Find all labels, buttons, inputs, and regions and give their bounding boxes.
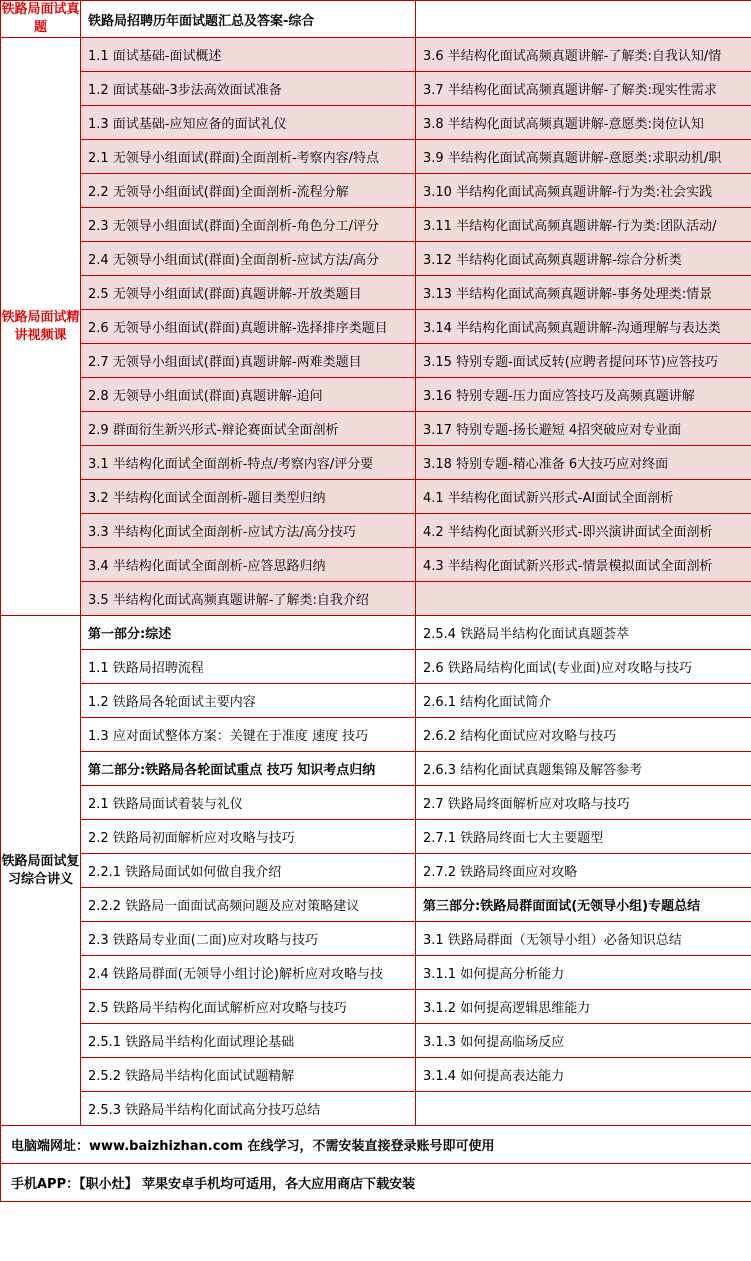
video-row [1, 548, 751, 582]
header-row [1, 1, 751, 38]
list-item: 3.10 半结构化面试高频真题讲解-行为类:社会实践 [416, 174, 751, 208]
list-item: 4.1 半结构化面试新兴形式-AI面试全面剖析 [416, 480, 751, 514]
list-item: 2.2 无领导小组面试(群面)全面剖析-流程分解 [81, 174, 416, 208]
list-item: 2.2.2 铁路局一面面试高频问题及应对策略建议 [81, 888, 416, 922]
list-item: 2.9 群面衍生新兴形式-辩论赛面试全面剖析 [81, 412, 416, 446]
list-item: 1.1 铁路局招聘流程 [81, 650, 416, 684]
video-row [1, 140, 751, 174]
notes-row [1, 718, 751, 752]
list-item: 2.2 铁路局初面解析应对攻略与技巧 [81, 820, 416, 854]
notes-row [1, 1092, 751, 1126]
list-item: 1.3 应对面试整体方案：关键在于准度 速度 技巧 [81, 718, 416, 752]
empty-cell [416, 582, 751, 616]
list-item: 第二部分:铁路局各轮面试重点 技巧 知识考点归纳 [81, 752, 416, 786]
page-title: 铁路局招聘历年面试题汇总及答案-综合 [81, 1, 416, 38]
list-item: 2.3 铁路局专业面(二面)应对攻略与技巧 [81, 922, 416, 956]
list-item: 2.4 无领导小组面试(群面)全面剖析-应试方法/高分 [81, 242, 416, 276]
list-item: 2.7.1 铁路局终面七大主要题型 [416, 820, 751, 854]
video-row [1, 344, 751, 378]
video-row [1, 106, 751, 140]
list-item: 1.3 面试基础-应知应备的面试礼仪 [81, 106, 416, 140]
video-row [1, 242, 751, 276]
video-row [1, 276, 751, 310]
notes-row [1, 1058, 751, 1092]
footer-website-row [1, 1126, 751, 1164]
list-item: 3.1 铁路局群面（无领导小组）必备知识总结 [416, 922, 751, 956]
list-item: 3.6 半结构化面试高频真题讲解-了解类:自我认知/情 [416, 38, 751, 72]
list-item: 3.13 半结构化面试高频真题讲解-事务处理类:情景 [416, 276, 751, 310]
list-item: 第一部分:综述 [81, 616, 416, 650]
video-row [1, 446, 751, 480]
video-row [1, 480, 751, 514]
video-row [1, 514, 751, 548]
notes-row [1, 1024, 751, 1058]
list-item: 3.9 半结构化面试高频真题讲解-意愿类:求职动机/职 [416, 140, 751, 174]
list-item: 3.1.3 如何提高临场反应 [416, 1024, 751, 1058]
list-item: 2.5.3 铁路局半结构化面试高分技巧总结 [81, 1092, 416, 1126]
list-item: 1.2 铁路局各轮面试主要内容 [81, 684, 416, 718]
list-item: 2.1 无领导小组面试(群面)全面剖析-考察内容/特点 [81, 140, 416, 174]
list-item: 3.17 特别专题-扬长避短 4招突破应对专业面 [416, 412, 751, 446]
list-item: 2.6 铁路局结构化面试(专业面)应对攻略与技巧 [416, 650, 751, 684]
footer-website: 电脑端网址：www.baizhizhan.com 在线学习，不需安装直接登录账号即可使用 [1, 1126, 751, 1164]
empty-cell [416, 1092, 751, 1126]
notes-row [1, 616, 751, 650]
list-item: 2.7.2 铁路局终面应对攻略 [416, 854, 751, 888]
list-item: 2.1 铁路局面试着装与礼仪 [81, 786, 416, 820]
notes-row [1, 888, 751, 922]
list-item: 1.1 面试基础-面试概述 [81, 38, 416, 72]
list-item: 2.5.1 铁路局半结构化面试理论基础 [81, 1024, 416, 1058]
list-item: 3.18 特别专题-精心准备 6大技巧应对终面 [416, 446, 751, 480]
list-item: 2.5.4 铁路局半结构化面试真题荟萃 [416, 616, 751, 650]
video-row [1, 208, 751, 242]
list-item: 3.14 半结构化面试高频真题讲解-沟通理解与表达类 [416, 310, 751, 344]
list-item: 2.7 无领导小组面试(群面)真题讲解-两难类题目 [81, 344, 416, 378]
section-label-real-questions: 铁路局面试真题 [1, 1, 81, 38]
list-item: 1.2 面试基础-3步法高效面试准备 [81, 72, 416, 106]
list-item: 4.3 半结构化面试新兴形式-情景模拟面试全面剖析 [416, 548, 751, 582]
list-item: 3.1 半结构化面试全面剖析-特点/考察内容/评分要 [81, 446, 416, 480]
section-label-notes: 铁路局面试复习综合讲义 [1, 616, 81, 1126]
notes-row [1, 752, 751, 786]
list-item: 3.1.4 如何提高表达能力 [416, 1058, 751, 1092]
notes-row [1, 786, 751, 820]
notes-row [1, 684, 751, 718]
notes-row [1, 650, 751, 684]
list-item: 2.5 铁路局半结构化面试解析应对攻略与技巧 [81, 990, 416, 1024]
video-row [1, 38, 751, 72]
list-item: 3.2 半结构化面试全面剖析-题目类型归纳 [81, 480, 416, 514]
list-item: 2.6.1 结构化面试简介 [416, 684, 751, 718]
list-item: 3.8 半结构化面试高频真题讲解-意愿类:岗位认知 [416, 106, 751, 140]
video-row [1, 582, 751, 616]
list-item: 2.3 无领导小组面试(群面)全面剖析-角色分工/评分 [81, 208, 416, 242]
list-item: 3.1.2 如何提高逻辑思维能力 [416, 990, 751, 1024]
list-item: 3.15 特别专题-面试反转(应聘者提问环节)应答技巧 [416, 344, 751, 378]
list-item: 3.5 半结构化面试高频真题讲解-了解类:自我介绍 [81, 582, 416, 616]
notes-row [1, 820, 751, 854]
list-item: 2.6 无领导小组面试(群面)真题讲解-选择排序类题目 [81, 310, 416, 344]
list-item: 4.2 半结构化面试新兴形式-即兴演讲面试全面剖析 [416, 514, 751, 548]
empty-cell [416, 1, 751, 38]
video-row [1, 412, 751, 446]
list-item: 3.1.1 如何提高分析能力 [416, 956, 751, 990]
list-item: 2.5.2 铁路局半结构化面试试题精解 [81, 1058, 416, 1092]
list-item: 3.16 特别专题-压力面应答技巧及高频真题讲解 [416, 378, 751, 412]
notes-row [1, 990, 751, 1024]
list-item: 3.11 半结构化面试高频真题讲解-行为类:团队活动/ [416, 208, 751, 242]
notes-row [1, 854, 751, 888]
video-row [1, 174, 751, 208]
list-item: 2.6.2 结构化面试应对攻略与技巧 [416, 718, 751, 752]
list-item: 2.7 铁路局终面解析应对攻略与技巧 [416, 786, 751, 820]
list-item: 2.4 铁路局群面(无领导小组讨论)解析应对攻略与技 [81, 956, 416, 990]
section-label-video: 铁路局面试精讲视频课 [1, 38, 81, 616]
list-item: 3.7 半结构化面试高频真题讲解-了解类:现实性需求 [416, 72, 751, 106]
list-item: 2.8 无领导小组面试(群面)真题讲解-追问 [81, 378, 416, 412]
list-item: 2.6.3 结构化面试真题集锦及解答参考 [416, 752, 751, 786]
footer-app: 手机APP：【职小灶】 苹果安卓手机均可适用，各大应用商店下载安装 [1, 1164, 751, 1202]
list-item: 2.5 无领导小组面试(群面)真题讲解-开放类题目 [81, 276, 416, 310]
list-item: 3.4 半结构化面试全面剖析-应答思路归纳 [81, 548, 416, 582]
video-row [1, 72, 751, 106]
list-item: 2.2.1 铁路局面试如何做自我介绍 [81, 854, 416, 888]
list-item: 第三部分:铁路局群面面试(无领导小组)专题总结 [416, 888, 751, 922]
list-item: 3.3 半结构化面试全面剖析-应试方法/高分技巧 [81, 514, 416, 548]
video-row [1, 310, 751, 344]
video-row [1, 378, 751, 412]
footer-app-row [1, 1164, 751, 1202]
notes-row [1, 956, 751, 990]
notes-row [1, 922, 751, 956]
list-item: 3.12 半结构化面试高频真题讲解-综合分析类 [416, 242, 751, 276]
